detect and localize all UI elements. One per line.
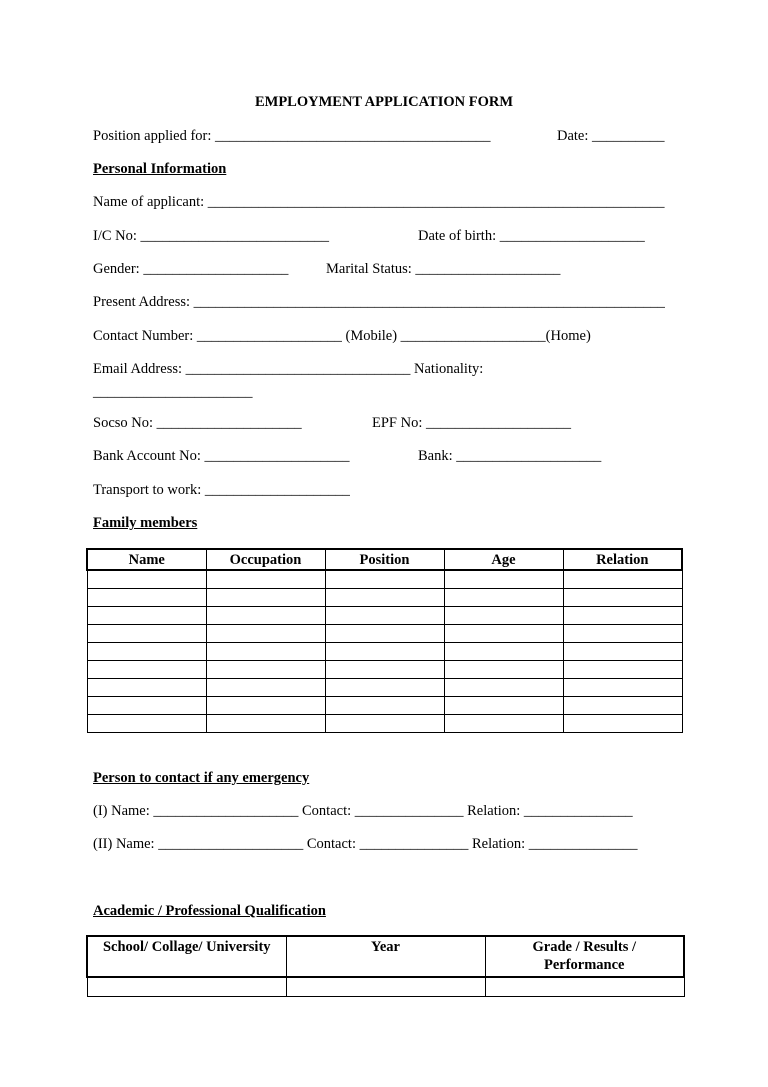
transport-field[interactable]: Transport to work: ____________________: [93, 482, 350, 498]
table-cell[interactable]: [444, 625, 563, 643]
table-cell[interactable]: [286, 977, 485, 997]
table-cell[interactable]: [206, 679, 325, 697]
table-cell[interactable]: [206, 570, 325, 589]
table-cell[interactable]: [87, 661, 206, 679]
table-cell[interactable]: [563, 607, 682, 625]
date-of-birth-field[interactable]: Date of birth: ____________________: [418, 228, 645, 244]
table-cell[interactable]: [87, 643, 206, 661]
family-table-row: [87, 607, 682, 625]
present-address-field[interactable]: Present Address: _________________________________________________________________: [93, 294, 665, 310]
table-cell[interactable]: [87, 697, 206, 715]
table-cell[interactable]: [444, 697, 563, 715]
applicant-name-field[interactable]: Name of applicant: _______________________________________________________________: [93, 194, 665, 210]
family-col-name: Name: [87, 549, 206, 570]
bank-field[interactable]: Bank: ____________________: [418, 448, 602, 464]
qualification-table: [86, 935, 685, 997]
family-table-row: [87, 643, 682, 661]
table-cell[interactable]: [325, 643, 444, 661]
family-table-row: [87, 715, 682, 733]
table-cell[interactable]: [563, 570, 682, 589]
table-cell[interactable]: [563, 661, 682, 679]
qualification-table-row: [87, 977, 684, 997]
emergency-contact-2-fields[interactable]: (II) Name: ____________________ Contact: _______________ Relation: _______________: [93, 836, 638, 852]
table-cell[interactable]: [444, 589, 563, 607]
personal-information-heading: Personal Information: [93, 161, 227, 177]
qual-col-year: Year: [286, 936, 485, 977]
qualification-heading: Academic / Professional Qualification: [93, 903, 326, 919]
bank-account-field[interactable]: Bank Account No: ____________________: [93, 448, 350, 464]
family-members-table: [86, 548, 683, 733]
qual-col-school: School/ Collage/ University: [87, 936, 286, 977]
table-cell[interactable]: [325, 570, 444, 589]
table-cell[interactable]: [563, 697, 682, 715]
email-address-field[interactable]: Email Address: _______________________________ Nationality:: [93, 361, 484, 377]
table-cell[interactable]: [87, 679, 206, 697]
family-col-relation: Relation: [563, 549, 682, 570]
family-col-position: Position: [325, 549, 444, 570]
family-table-header-row: [87, 549, 682, 570]
family-table-row: [87, 679, 682, 697]
table-cell[interactable]: [206, 643, 325, 661]
family-table-row: [87, 589, 682, 607]
table-cell[interactable]: [87, 570, 206, 589]
family-members-heading: Family members: [93, 515, 198, 531]
table-cell[interactable]: [206, 715, 325, 733]
table-cell[interactable]: [325, 625, 444, 643]
qual-col-grade-line2: Performance: [543, 957, 625, 973]
qual-col-grade-line1: Grade / Results /: [532, 939, 636, 955]
table-cell[interactable]: [87, 607, 206, 625]
table-cell[interactable]: [87, 625, 206, 643]
table-cell[interactable]: [325, 589, 444, 607]
family-table-row: [87, 570, 682, 589]
gender-field[interactable]: Gender: ____________________: [93, 261, 289, 277]
epf-number-field[interactable]: EPF No: ____________________: [372, 415, 571, 431]
table-cell[interactable]: [206, 607, 325, 625]
table-cell[interactable]: [563, 715, 682, 733]
emergency-contact-1-fields[interactable]: (I) Name: ____________________ Contact: _______________ Relation: _______________: [93, 803, 633, 819]
table-cell[interactable]: [444, 643, 563, 661]
emergency-contact-heading: Person to contact if any emergency: [93, 770, 310, 786]
table-cell[interactable]: [444, 679, 563, 697]
qual-col-grade: [485, 936, 684, 977]
table-cell[interactable]: [87, 589, 206, 607]
table-cell[interactable]: [444, 570, 563, 589]
table-cell[interactable]: [325, 607, 444, 625]
table-cell[interactable]: [206, 661, 325, 679]
table-cell[interactable]: [485, 977, 684, 997]
table-cell[interactable]: [325, 715, 444, 733]
table-cell[interactable]: [444, 715, 563, 733]
table-cell[interactable]: [325, 661, 444, 679]
family-table-row: [87, 625, 682, 643]
position-applied-field[interactable]: Position applied for: ______________________________________: [93, 128, 491, 144]
date-field[interactable]: Date: __________: [557, 128, 665, 144]
table-cell[interactable]: [206, 697, 325, 715]
table-cell[interactable]: [563, 679, 682, 697]
qualification-header-row: [87, 936, 684, 977]
table-cell[interactable]: [444, 661, 563, 679]
table-cell[interactable]: [87, 977, 286, 997]
marital-status-field[interactable]: Marital Status: ____________________: [326, 261, 561, 277]
table-cell[interactable]: [563, 625, 682, 643]
family-col-occupation: Occupation: [206, 549, 325, 570]
table-cell[interactable]: [325, 697, 444, 715]
family-table-row: [87, 697, 682, 715]
family-table-row: [87, 661, 682, 679]
table-cell[interactable]: [444, 607, 563, 625]
nationality-field[interactable]: ______________________: [93, 384, 253, 400]
table-cell[interactable]: [563, 589, 682, 607]
table-cell[interactable]: [206, 625, 325, 643]
table-cell[interactable]: [87, 715, 206, 733]
form-title: EMPLOYMENT APPLICATION FORM: [254, 94, 514, 110]
table-cell[interactable]: [206, 589, 325, 607]
contact-number-field[interactable]: Contact Number: ____________________ (Mobile) ____________________(Home): [93, 328, 591, 344]
table-cell[interactable]: [325, 679, 444, 697]
family-col-age: Age: [444, 549, 563, 570]
socso-number-field[interactable]: Socso No: ____________________: [93, 415, 302, 431]
ic-number-field[interactable]: I/C No: __________________________: [93, 228, 330, 244]
table-cell[interactable]: [563, 643, 682, 661]
